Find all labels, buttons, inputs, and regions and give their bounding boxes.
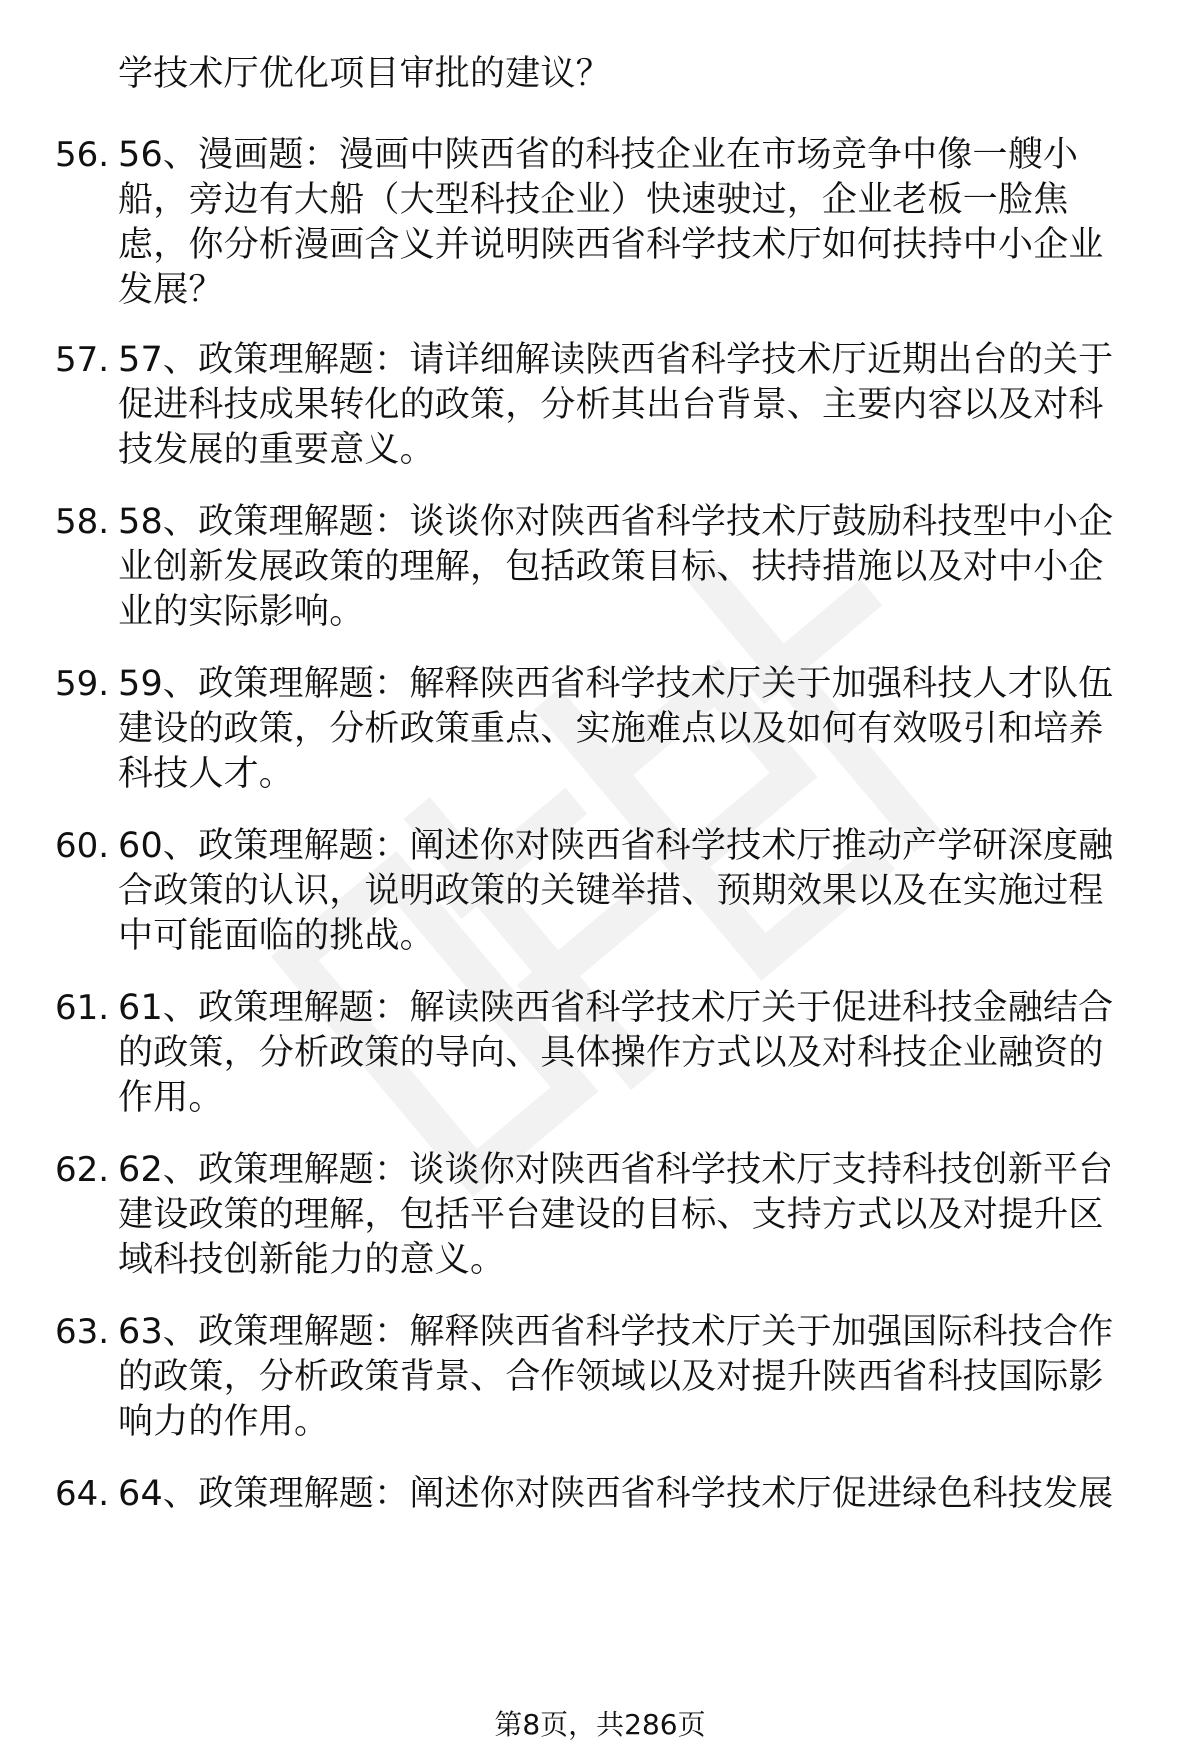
list-item-line: 业的实际影响。: [118, 592, 365, 632]
list-item-line: 虑，你分析漫画含义并说明陕西省科学技术厅如何扶持中小企业: [118, 225, 1104, 265]
list-item-line: 63、政策理解题：解释陕西省科学技术厅关于加强国际科技合作: [118, 1312, 1114, 1352]
list-item-line: 船，旁边有大船（大型科技企业）快速驶过，企业老板一脸焦: [118, 180, 1069, 220]
list-item-number: 62.: [55, 1150, 110, 1190]
page-footer: 第8页，共286页: [494, 1708, 706, 1741]
list-item-number: 63.: [55, 1312, 110, 1352]
list-item-line: 建设的政策，分析政策重点、实施难点以及如何有效吸引和培养: [118, 709, 1104, 749]
list-item-line: 59、政策理解题：解释陕西省科学技术厅关于加强科技人才队伍: [118, 664, 1114, 704]
continuation-text: 学技术厅优化项目审批的建议？: [118, 54, 611, 94]
list-item-line: 62、政策理解题：谈谈你对陕西省科学技术厅支持科技创新平台: [118, 1150, 1114, 1190]
list-item-line: 作用。: [118, 1078, 224, 1118]
list-item-number: 57.: [55, 340, 110, 380]
list-item-line: 64、政策理解题：阐述你对陕西省科学技术厅促进绿色科技发展: [118, 1474, 1114, 1514]
list-item-number: 64.: [55, 1474, 110, 1514]
list-item-number: 59.: [55, 664, 110, 704]
list-item-number: 58.: [55, 502, 110, 542]
list-item-line: 响力的作用。: [118, 1402, 330, 1442]
list-item-line: 发展？: [118, 270, 224, 310]
list-item-line: 促进科技成果转化的政策，分析其出台背景、主要内容以及对科: [118, 385, 1104, 425]
list-item-line: 中可能面临的挑战。: [118, 916, 435, 956]
list-item-line: 域科技创新能力的意义。: [118, 1240, 506, 1280]
list-item-line: 56、漫画题：漫画中陕西省的科技企业在市场竞争中像一艘小: [118, 135, 1079, 175]
list-item-line: 61、政策理解题：解读陕西省科学技术厅关于促进科技金融结合: [118, 988, 1114, 1028]
list-item-line: 科技人才。: [118, 754, 295, 794]
list-item-line: 的政策，分析政策的导向、具体操作方式以及对科技企业融资的: [118, 1033, 1104, 1073]
list-item-number: 61.: [55, 988, 110, 1028]
list-item-line: 58、政策理解题：谈谈你对陕西省科学技术厅鼓励科技型中小企: [118, 502, 1114, 542]
list-item-line: 建设政策的理解，包括平台建设的目标、支持方式以及对提升区: [118, 1195, 1104, 1235]
list-item-line: 技发展的重要意义。: [118, 430, 435, 470]
list-item-number: 60.: [55, 826, 110, 866]
list-item-line: 业创新发展政策的理解，包括政策目标、扶持措施以及对中小企: [118, 547, 1104, 587]
list-item-line: 的政策，分析政策背景、合作领域以及对提升陕西省科技国际影: [118, 1357, 1104, 1397]
list-item-line: 57、政策理解题：请详细解读陕西省科学技术厅近期出台的关于: [118, 340, 1114, 380]
list-item-line: 60、政策理解题：阐述你对陕西省科学技术厅推动产学研深度融: [118, 826, 1114, 866]
list-item-number: 56.: [55, 135, 110, 175]
list-item-line: 合政策的认识，说明政策的关键举措、预期效果以及在实施过程: [118, 871, 1104, 911]
